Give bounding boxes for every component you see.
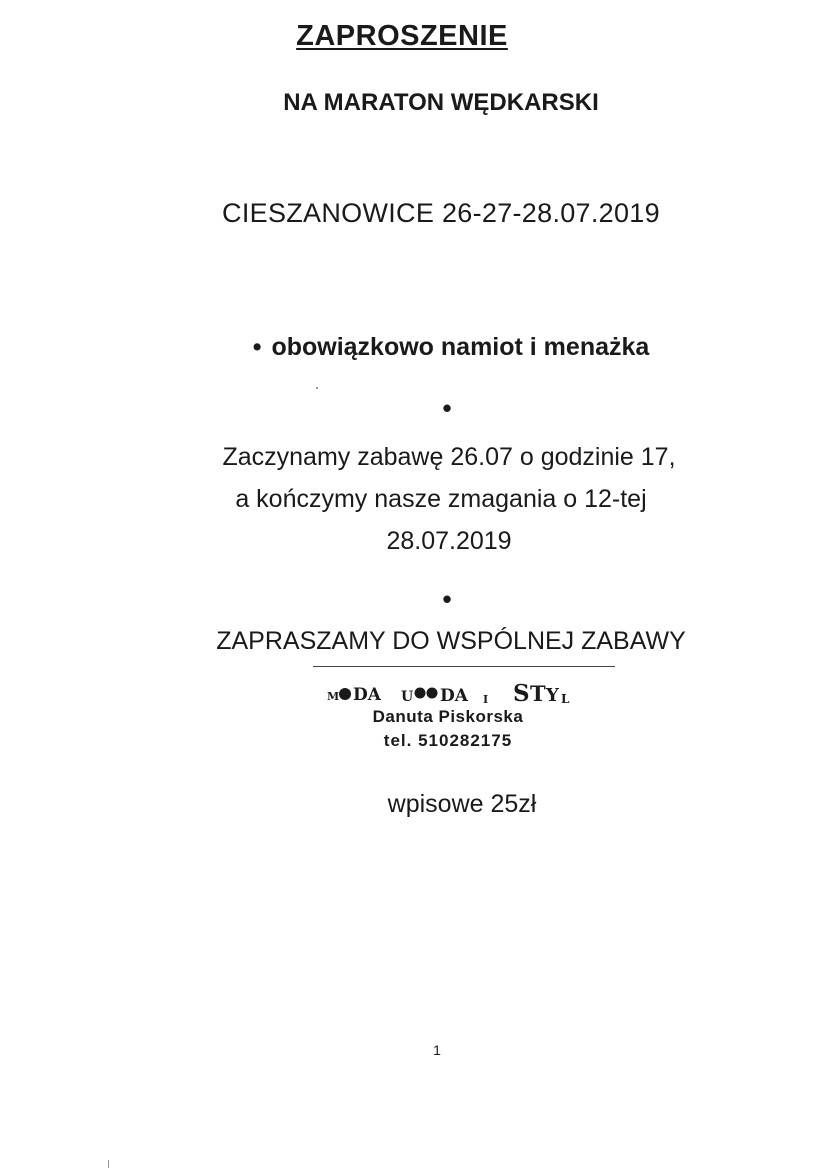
bullet-icon: • [442,393,452,423]
page-number: 1 [433,1042,441,1058]
schedule-line-1: Zaczynamy zabawę 26.07 o godzinie 17, [222,443,676,471]
scan-speck [108,1160,109,1168]
svg-text:Y: Y [546,685,559,706]
schedule-line-3: 28.07.2019 [386,527,512,555]
bullet-icon: • [442,584,452,614]
bullet-icon: • [252,333,262,361]
svg-text:S: S [513,680,530,707]
schedule-line-2: a kończymy nasze zmagania o 12-tej [235,485,647,513]
stamp-logo [323,679,603,707]
invitation-text: ZAPRASZAMY DO WSPÓLNEJ ZABAWY [216,627,686,655]
document-subtitle: NA MARATON WĘDKARSKI [283,89,599,116]
bullet-requirement [38,333,826,362]
svg-text:M: M [327,690,340,703]
svg-text:DA: DA [353,685,381,705]
requirement-text: obowiązkowo namiot i menażka [271,333,650,361]
svg-text:T: T [530,681,546,706]
svg-text:L: L [561,692,570,706]
stamp-phone: tel. 510282175 [383,731,513,750]
entry-fee: wpisowe 25zł [387,790,537,818]
stamp-name: Danuta Piskorska [372,707,524,726]
scan-speck [316,387,318,389]
event-place-date: CIESZANOWICE 26-27-28.07.2019 [222,198,660,228]
svg-text:DA: DA [440,686,468,706]
stamp-divider [313,666,615,667]
svg-text:U: U [401,689,414,705]
document-title: ZAPROSZENIE [296,20,508,52]
svg-text:I: I [483,693,489,706]
